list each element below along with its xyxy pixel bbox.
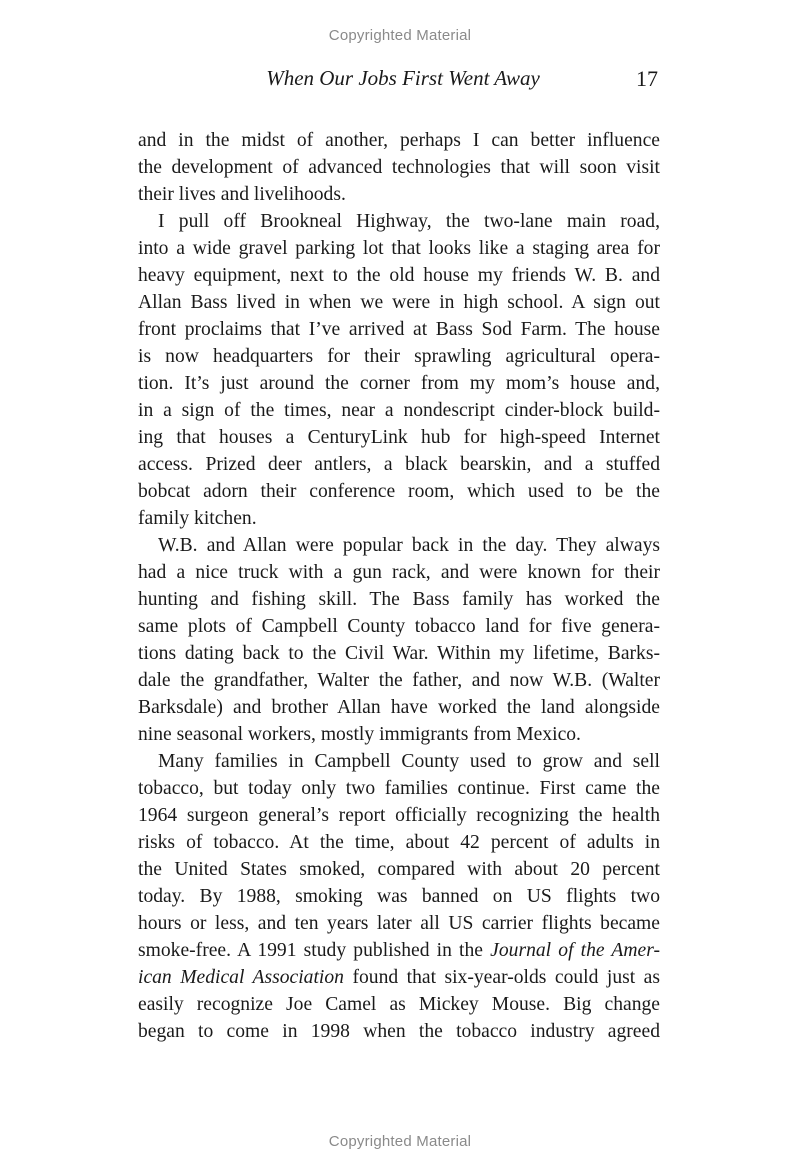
paragraph bbox=[138, 127, 660, 208]
text-line: had a nice truck with a gun rack, and were known for their bbox=[138, 562, 660, 583]
text-line: tions dating back to the Civil War. Within my lifetime, Barks- bbox=[138, 643, 660, 664]
text-line: is now headquarters for their sprawling agricultural opera- bbox=[138, 346, 660, 367]
text-line: easily recognize Joe Camel as Mickey Mouse. Big change bbox=[138, 994, 660, 1015]
text-line: dale the grandfather, Walter the father, and now W.B. (Walter bbox=[138, 670, 660, 691]
running-title: When Our Jobs First Went Away bbox=[266, 66, 540, 90]
text-line: bobcat adorn their conference room, which used to be the bbox=[138, 481, 660, 502]
paragraph bbox=[138, 208, 660, 532]
text-run: smoke-free. A 1991 study published in the bbox=[138, 940, 491, 961]
text-line: the United States smoked, compared with about 20 percent bbox=[138, 859, 660, 880]
journal-title-italic: ican Medical Association bbox=[138, 967, 344, 988]
text-line: heavy equipment, next to the old house my friends W. B. and bbox=[138, 265, 660, 286]
page-number: 17 bbox=[636, 66, 658, 91]
text-line: tobacco, but today only two families continue. First came the bbox=[138, 778, 660, 799]
text-line: Barksdale) and brother Allan have worked the land alongside bbox=[138, 697, 660, 718]
running-head bbox=[138, 66, 660, 96]
copyright-watermark-top: Copyrighted Material bbox=[328, 27, 472, 44]
text-line: access. Prized deer antlers, a black bearskin, and a stuffed bbox=[138, 454, 660, 475]
text-line bbox=[138, 964, 660, 991]
text-line: into a wide gravel parking lot that looks like a staging area for bbox=[138, 238, 660, 259]
text-line: tion. It’s just around the corner from my mom’s house and, bbox=[138, 373, 660, 394]
text-line: 1964 surgeon general’s report officially recognizing the health bbox=[138, 805, 660, 826]
text-line: Allan Bass lived in when we were in high school. A sign out bbox=[138, 292, 660, 313]
text-line: ing that houses a CenturyLink hub for high-speed Internet bbox=[138, 427, 660, 448]
text-line: the development of advanced technologies that will soon visit bbox=[138, 157, 660, 178]
text-line: I pull off Brookneal Highway, the two-lane main road, bbox=[158, 211, 660, 232]
text-line: hunting and fishing skill. The Bass family has worked the bbox=[138, 589, 660, 610]
text-run: found that six-year-olds could just as bbox=[343, 967, 660, 988]
text-line: hours or less, and ten years later all US carrier flights became bbox=[138, 913, 660, 934]
text-line: began to come in 1998 when the tobacco industry agreed bbox=[138, 1021, 660, 1042]
text-line: same plots of Campbell County tobacco land for five genera- bbox=[138, 616, 660, 637]
text-line: their lives and livelihoods. bbox=[138, 184, 346, 205]
copyright-watermark-bottom: Copyrighted Material bbox=[328, 1133, 472, 1150]
text-line: today. By 1988, smoking was banned on US flights two bbox=[138, 886, 660, 907]
journal-title-italic: Journal of the Amer- bbox=[490, 940, 660, 961]
text-line: risks of tobacco. At the time, about 42 percent of adults in bbox=[138, 832, 660, 853]
text-line: W.B. and Allan were popular back in the day. They always bbox=[158, 535, 660, 556]
text-line: family kitchen. bbox=[138, 508, 257, 529]
body-text bbox=[138, 127, 660, 1045]
text-line: in a sign of the times, near a nondescript cinder-block build- bbox=[138, 400, 660, 421]
text-line: nine seasonal workers, mostly immigrants from Mexico. bbox=[138, 724, 581, 745]
paragraph bbox=[138, 748, 660, 1045]
text-line: front proclaims that I’ve arrived at Bass Sod Farm. The house bbox=[138, 319, 660, 340]
text-line: and in the midst of another, perhaps I can better influence bbox=[138, 130, 660, 151]
text-line: Many families in Campbell County used to grow and sell bbox=[158, 751, 660, 772]
text-line bbox=[138, 937, 660, 964]
paragraph bbox=[138, 532, 660, 748]
